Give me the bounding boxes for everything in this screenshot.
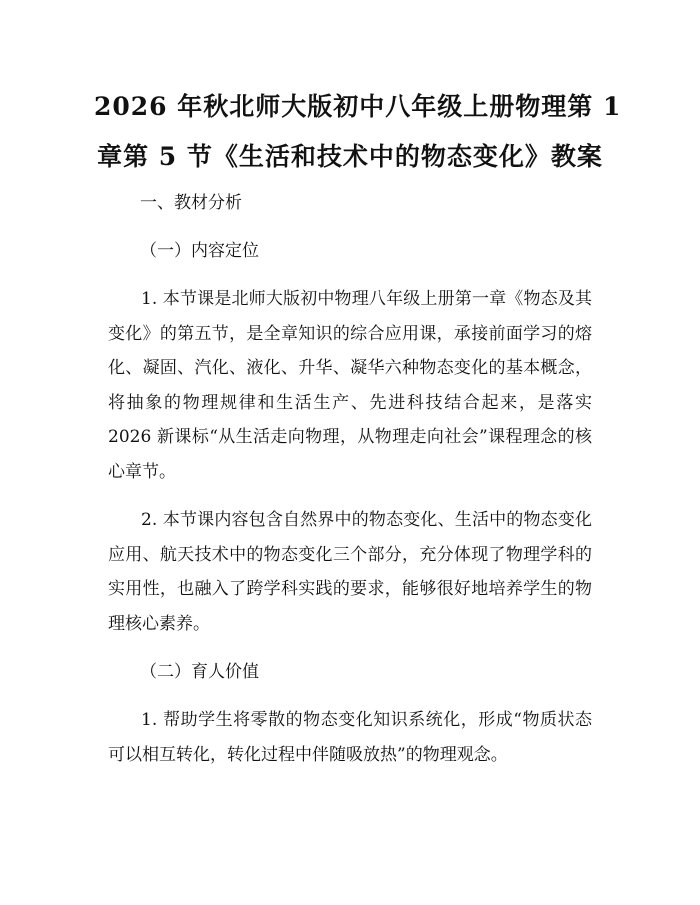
subsection-heading-content-positioning: （一）内容定位 [140,241,259,261]
paragraph-content-positioning-2: 2. 本节课内容包含自然界中的物态变化、生活中的物态变化应用、航天技术中的物态变化三个部分，充分体现了物理学科的实用性，也融入了跨学科实践的要求，能够很好地培养学生的物理核心素养。 [108,510,592,634]
section-heading-textbook-analysis: 一、教材分析 [140,193,242,213]
subsection-heading-educational-value: （二）育人价值 [140,662,259,682]
document-title-line-2: 章第 5 节《生活和技术中的物态变化》教案 [97,142,603,171]
paragraph-content-positioning-1: 1. 本节课是北师大版初中物理八年级上册第一章《物态及其变化》的第五节，是全章知识的综合应用课，承接前面学习的熔化、凝固、汽化、液化、升华、凝华六种物态变化的基本概念，将抽象的物理规律和生活生产、先进科技结合起来，是落实 2026 新课标“从生活走向物理，从物理走向社会”课程理念的核心章节。 [108,289,592,482]
document-title-line-1: 2026 年秋北师大版初中八年级上册物理第 1 [94,92,622,121]
document-body [108,186,592,772]
document-title [94,82,622,182]
paragraph-educational-value-1: 1. 帮助学生将零散的物态变化知识系统化，形成“物质状态可以相互转化，转化过程中伴随吸放热”的物理观念。 [108,710,592,765]
